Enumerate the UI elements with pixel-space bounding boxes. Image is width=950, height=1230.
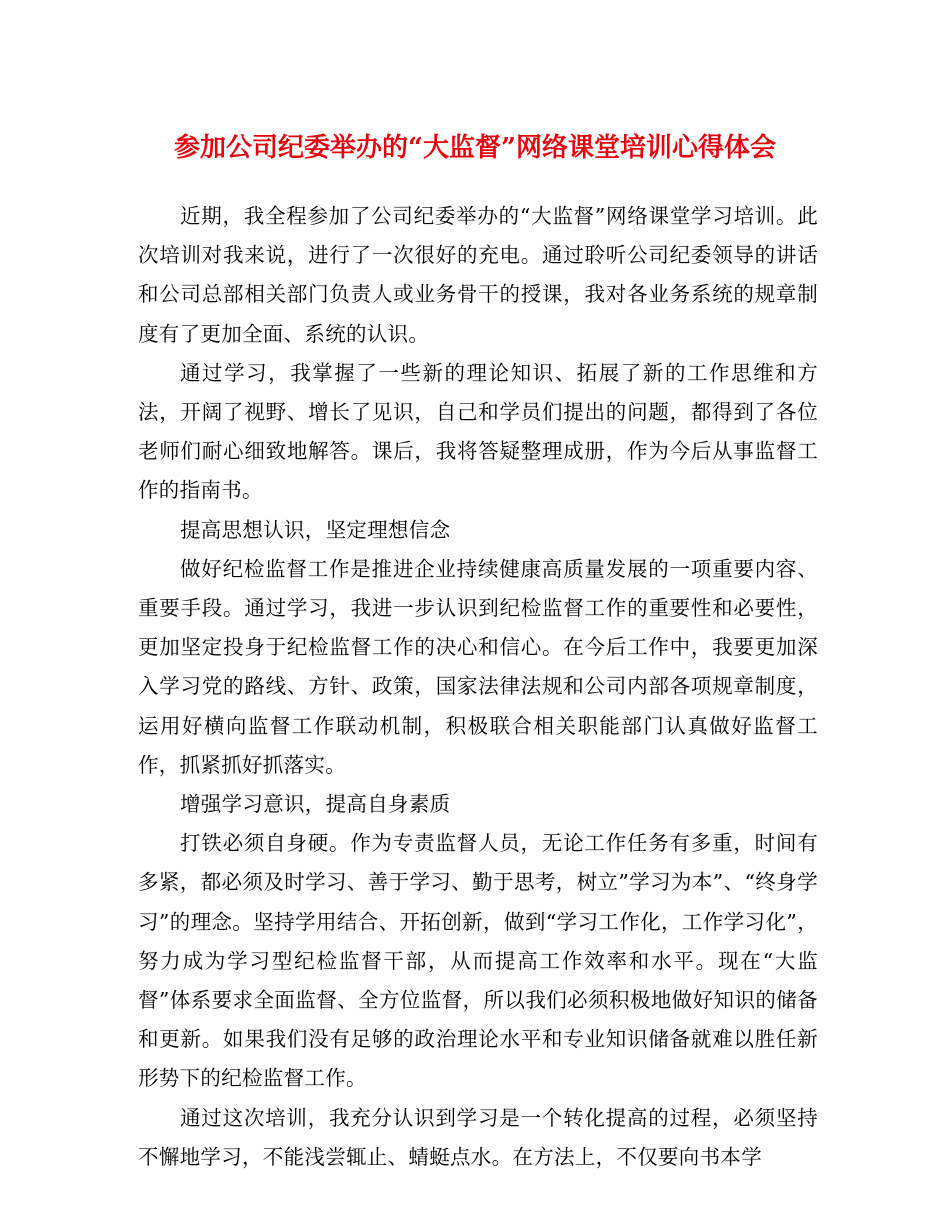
paragraph-conclusion: 通过这次培训，我充分认识到学习是一个转化提高的过程，必须坚持不懈地学习，不能浅尝辄止、蜻蜓点水。在方法上，不仅要向书本学 — [138, 1105, 818, 1169]
section-heading-ideology: 提高思想认识，坚定理想信念 — [180, 517, 451, 542]
paragraph-study: 打铁必须自身硬。作为专责监督人员，无论工作任务有多重，时间有多紧，都必须及时学习、善于学习、勤于思考，树立”学习为本”、“终身学习”的理念。坚持学用结合、开拓创新，做到“学习工作化，工作学习化”，努力成为学习型纪检监督干部，从而提高工作效率和水平。现在“大监督”体系要求全面监督、全方位监督，所以我们必须积极地做好知识的储备和更新。如果我们没有足够的政治理论水平和专业知识储备就难以胜任新形势下的纪检监督工作。 — [138, 831, 818, 1091]
paragraph-ideology: 做好纪检监督工作是推进企业持续健康高质量发展的一项重要内容、重要手段。通过学习，我进一步认识到纪检监督工作的重要性和必要性，更加坚定投身于纪检监督工作的决心和信心。在今后工作中，我要更加深入学习党的路线、方针、政策，国家法律法规和公司内部各项规章制度，运用好横向监督工作联动机制，积极联合相关职能部门认真做好监督工作，抓紧抓好抓落实。 — [138, 556, 818, 777]
paragraph-learning-outcomes: 通过学习，我掌握了一些新的理论知识、拓展了新的工作思维和方法，开阔了视野、增长了见识，自己和学员们提出的问题，都得到了各位老师们耐心细致地解答。课后，我将答疑整理成册，作为今后从事监督工作的指南书。 — [138, 360, 818, 503]
document-body — [138, 197, 818, 1177]
document-title: 参加公司纪委举办的“大监督”网络课堂培训心得体会 — [174, 133, 776, 163]
paragraph-intro: 近期，我全程参加了公司纪委举办的“大监督”网络课堂学习培训。此次培训对我来说，进行了一次很好的充电。通过聆听公司纪委领导的讲话和公司总部相关部门负责人或业务骨干的授课，我对各业务系统的规章制度有了更加全面、系统的认识。 — [138, 204, 818, 346]
section-heading-study: 增强学习意识，提高自身素质 — [180, 792, 451, 817]
